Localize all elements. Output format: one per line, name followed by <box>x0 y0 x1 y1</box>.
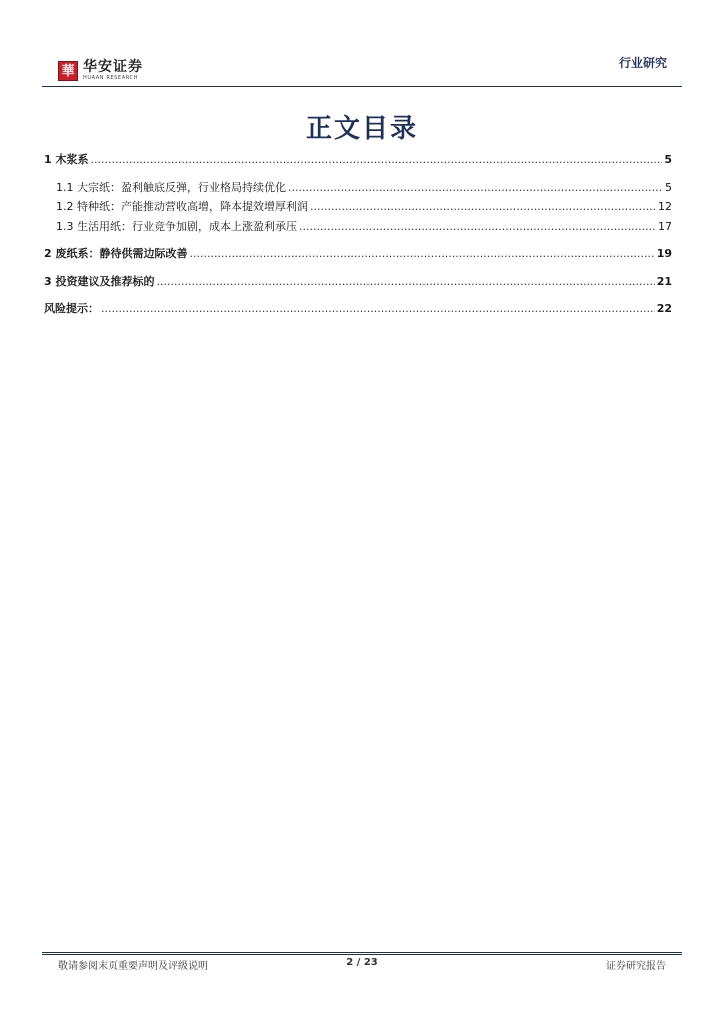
header-divider <box>42 86 682 87</box>
page-number: 2 / 23 <box>346 957 378 968</box>
logo-en-name: HUAAN RESEARCH <box>83 75 138 81</box>
toc-entry-label: 风险提示： <box>44 302 99 315</box>
logo-text <box>83 60 143 82</box>
logo-cn-name: 华安证券 <box>83 59 143 75</box>
toc-entry[interactable] <box>44 197 672 217</box>
toc-leader-dots <box>189 244 654 264</box>
toc-entry-label: 1 木浆系 <box>44 153 89 166</box>
toc-title: 正文目录 <box>305 114 418 144</box>
toc-leader-dots <box>299 217 656 237</box>
toc-leader-dots <box>310 197 656 217</box>
toc-entry[interactable] <box>44 272 672 292</box>
toc-entry-label: 1.2 特种纸：产能推动营收高增，降本提效增厚利润 <box>56 200 308 213</box>
toc-entry-label: 3 投资建议及推荐标的 <box>44 274 155 288</box>
toc-entry[interactable] <box>44 299 672 319</box>
toc-entry-page: 17 <box>658 219 672 233</box>
footer-divider <box>42 952 682 953</box>
toc-entry-page: 22 <box>656 302 672 315</box>
table-of-contents <box>44 150 672 319</box>
toc-entry-page: 12 <box>658 200 672 213</box>
toc-entry-page: 5 <box>664 153 672 166</box>
toc-entry-label: 1.1 大宗纸：盈利触底反弹，行业格局持续优化 <box>56 180 286 194</box>
toc-entry[interactable] <box>44 178 672 198</box>
footer-divider-secondary <box>42 954 682 955</box>
toc-entry-page: 21 <box>656 274 672 288</box>
toc-entry-page: 19 <box>656 247 672 260</box>
report-type: 证券研究报告 <box>606 961 666 972</box>
toc-entry-page: 5 <box>665 180 672 194</box>
toc-leader-dots <box>90 150 662 170</box>
toc-leader-dots <box>156 272 654 292</box>
toc-entry[interactable] <box>44 217 672 237</box>
toc-entry[interactable] <box>44 150 672 170</box>
toc-entry-label: 2 废纸系：静待供需边际改善 <box>44 247 188 260</box>
toc-leader-dots <box>288 178 663 198</box>
section-label: 行业研究 <box>618 56 667 70</box>
page-footer <box>58 957 666 971</box>
company-logo <box>58 60 143 82</box>
toc-leader-dots <box>101 299 655 319</box>
toc-entry-label: 1.3 生活用纸：行业竞争加剧，成本上涨盈利承压 <box>56 219 297 233</box>
logo-seal-icon: 華 <box>58 61 78 81</box>
footer-disclaimer: 敬请参阅末页重要声明及评级说明 <box>58 961 208 972</box>
toc-entry[interactable] <box>44 244 672 264</box>
